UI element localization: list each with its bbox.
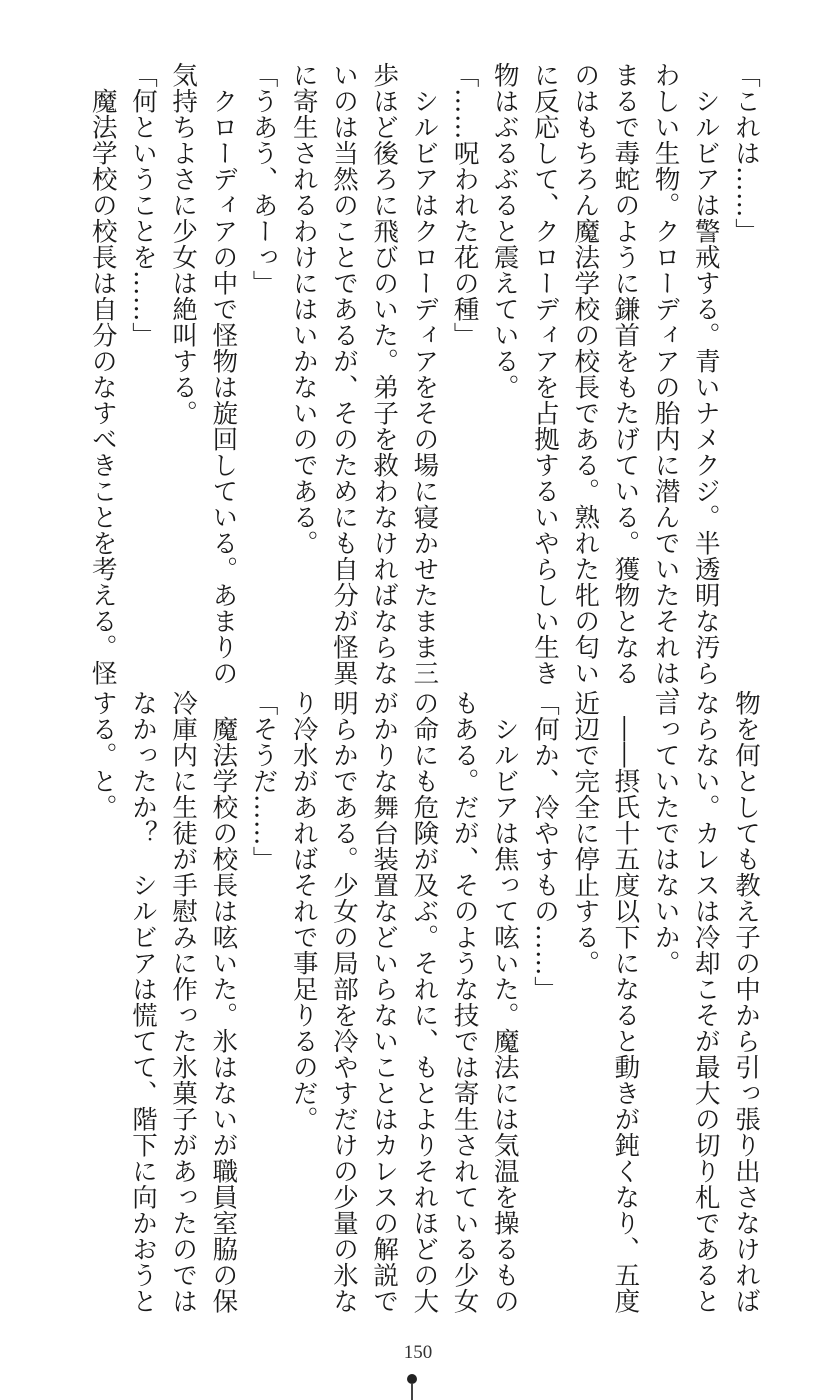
text-line: ――摂氏十五度以下になると動きが鈍くなり、五度 <box>610 690 641 1314</box>
text-line: シルビアはクローディアをその場に寝かせたまま三 <box>409 62 440 686</box>
text-line: 「何ということを……」 <box>127 62 158 348</box>
text-block-bottom <box>83 690 766 1320</box>
text-line: 冷庫内に生徒が手慰みに作った氷菓子があったのでは <box>168 690 199 1314</box>
text-line: 気持ちよさに少女は絶叫する。 <box>168 62 199 426</box>
text-line: 言っていたではないか。 <box>650 690 681 976</box>
text-line: いのは当然のことであるが、そのためにも自分が怪異 <box>328 62 359 686</box>
text-line: クローディアの中で怪物は旋回している。あまりの <box>208 62 239 686</box>
text-line: 物はぶるぶると震えている。 <box>489 62 520 400</box>
text-line: 「そうだ……」 <box>248 690 279 872</box>
text-line: に寄生されるわけにはいかないのである。 <box>288 62 319 556</box>
text-line: り冷水があればそれで事足りるのだ。 <box>288 690 319 1132</box>
text-line: 「何か、冷やすもの……」 <box>529 690 560 1002</box>
page-marker-line <box>411 1384 413 1400</box>
text-line: わしい生物。クローディアの胎内に潜んでいたそれは、 <box>650 62 681 712</box>
text-line: 魔法学校の校長は呟いた。氷はないが職員室脇の保 <box>208 690 239 1314</box>
text-line: 歩ほど後ろに飛びのいた。弟子を救わなければならな <box>369 62 400 686</box>
text-line: まるで毒蛇のように鎌首をもたげている。獲物となる <box>610 62 641 686</box>
text-line: なかったか？ シルビアは慌てて、階下に向かおうと <box>127 690 158 1314</box>
text-line: 物を何としても教え子の中から引っ張り出さなければ <box>731 690 761 1314</box>
page-marker-dot <box>407 1374 417 1384</box>
text-line: に反応して、クローディアを占拠するいやらしい生き <box>529 62 560 686</box>
text-line: のはもちろん魔法学校の校長である。熟れた牝の匂い <box>570 62 601 686</box>
text-line: もある。だが、そのような技では寄生されている少女 <box>449 690 480 1314</box>
text-line: 魔法学校の校長は自分のなすべきことを考える。怪 <box>87 62 118 686</box>
text-line: 近辺で完全に停止する。 <box>570 690 601 976</box>
text-line: シルビアは焦って呟いた。魔法には気温を操るもの <box>489 690 520 1314</box>
text-line: シルビアは警戒する。青いナメクジ。半透明な汚ら <box>690 62 721 686</box>
text-line: 明らかである。少女の局部を冷やすだけの少量の氷な <box>328 690 359 1314</box>
text-line: 「……呪われた花の種」 <box>449 62 480 348</box>
text-line: の命にも危険が及ぶ。それに、もとよりそれほどの大 <box>409 690 440 1314</box>
text-line: ならない。カレスは冷却こそが最大の切り札であると <box>690 690 721 1314</box>
text-line: がかりな舞台装置などいらないことはカレスの解説で <box>369 690 400 1314</box>
text-line: 「これは……」 <box>731 62 761 244</box>
page-number: 150 <box>403 1342 433 1363</box>
text-line: する。と。 <box>87 690 118 820</box>
text-line: 「うあう、あーっ」 <box>248 62 279 296</box>
text-block-top <box>83 62 766 712</box>
